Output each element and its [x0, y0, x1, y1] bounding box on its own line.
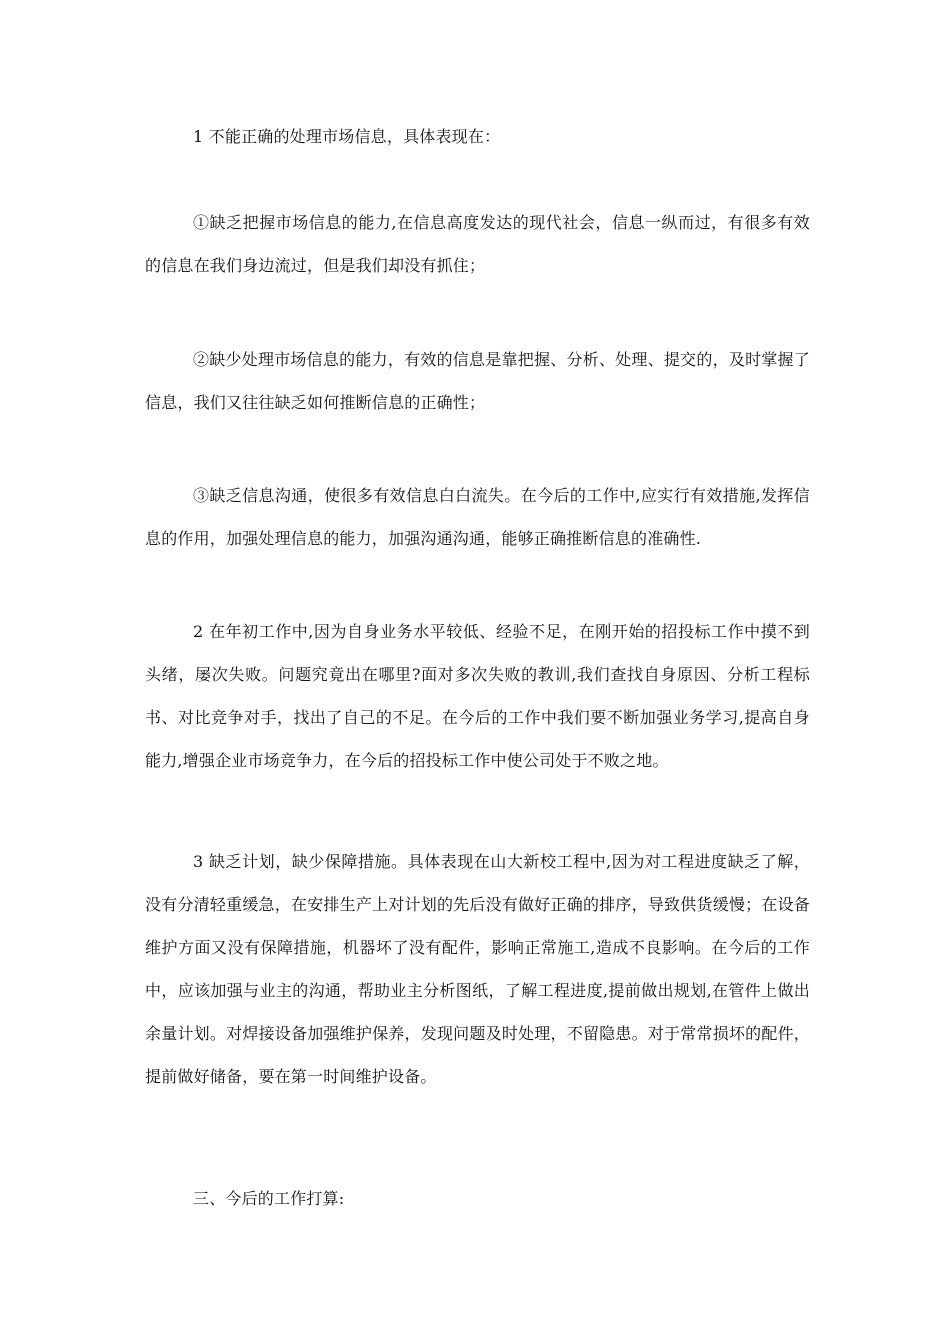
paragraph-item-2: ②缺少处理市场信息的能力，有效的信息是靠把握、分析、处理、提交的，及时掌握了信息，我们又往往缺乏如何推断信息的正确性； [145, 350, 810, 412]
paragraph-problem-1: 1 不能正确的处理市场信息，具体表现在： [193, 127, 501, 146]
paragraph-item-3: ③缺乏信息沟通，使很多有效信息白白流失。在今后的工作中,应实行有效措施,发挥信息的作用，加强处理信息的能力，加强沟通沟通，能够正确推断信息的准确性. [145, 486, 810, 548]
section-heading-future-plans: 三、今后的工作打算: [193, 1189, 345, 1208]
paragraph-problem-2: 2 在年初工作中,因为自身业务水平较低、经验不足，在刚开始的招投标工作中摸不到头绪，屡次失败。问题究竟出在哪里?面对多次失败的教训,我们查找自身原因、分析工程标书、对比竞争对手，找出了自己的不足。在今后的工作中我们要不断加强业务学习,提高自身能力,增强企业市场竞争力，在今后的招投标工作中使公司处于不败之地。 [145, 622, 810, 770]
paragraph-item-1: ①缺乏把握市场信息的能力,在信息高度发达的现代社会，信息一纵而过，有很多有效的信息在我们身边流过，但是我们却没有抓住； [145, 213, 810, 275]
paragraph-problem-3: 3 缺乏计划，缺少保障措施。具体表现在山大新校工程中,因为对工程进度缺乏了解，没有分清轻重缓急，在安排生产上对计划的先后没有做好正确的排序，导致供货缓慢；在设备维护方面又没有保障措施，机器坏了没有配件，影响正常施工,造成不良影响。在今后的工作中，应该加强与业主的沟通，帮助业主分析图纸，了解工程进度,提前做出规划,在管件上做出余量计划。对焊接设备加强维护保养，发现问题及时处理，不留隐患。对于常常损坏的配件，提前做好储备，要在第一时间维护设备。 [145, 852, 810, 1086]
